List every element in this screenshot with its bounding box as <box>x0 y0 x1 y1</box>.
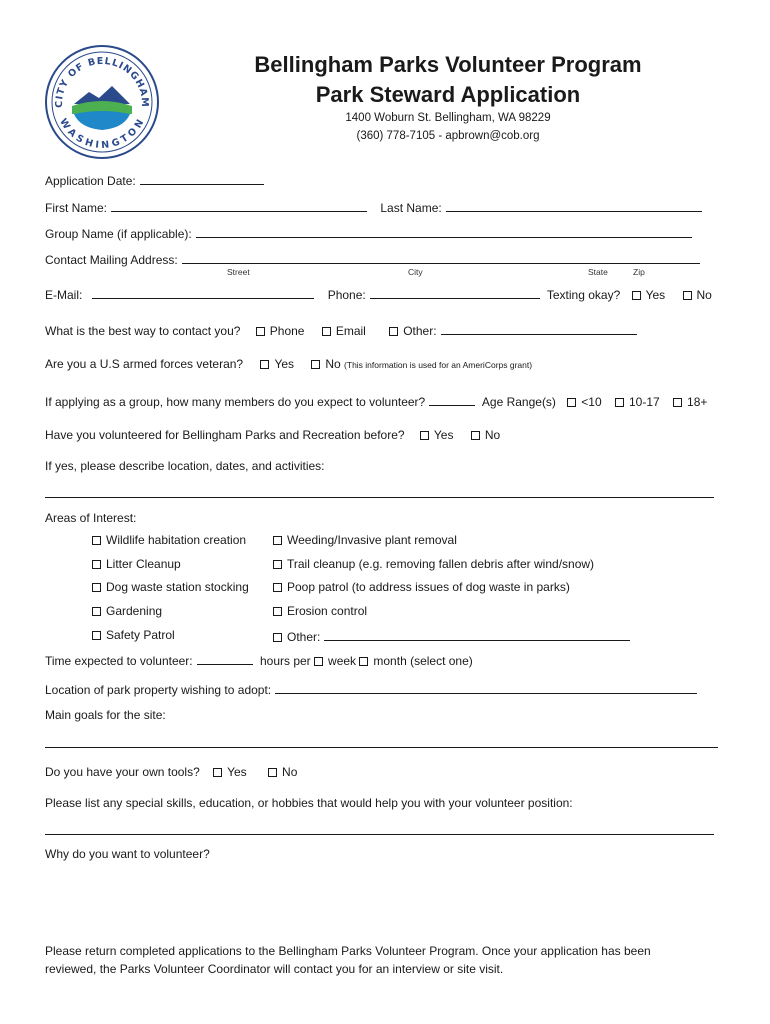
checkbox-icon[interactable] <box>256 327 265 336</box>
contact-line: (360) 778-7105 - apbrown@cob.org <box>356 130 540 142</box>
tools-question: Do you have your own tools? <box>45 765 200 779</box>
group-members-row <box>45 393 707 409</box>
age-under10-option[interactable]: <10 <box>567 395 601 409</box>
checkbox-icon[interactable] <box>389 327 398 336</box>
email-label: E-Mail: <box>45 288 83 302</box>
checkbox-icon[interactable] <box>311 360 320 369</box>
phone-field[interactable] <box>370 286 540 299</box>
checkbox-icon[interactable] <box>92 583 101 592</box>
addr-state-label: State <box>588 267 608 277</box>
prior-volunteer-question: Have you volunteered for Bellingham Parks and Recreation before? <box>45 428 405 442</box>
texting-label: Texting okay? <box>546 288 621 302</box>
checkbox-icon[interactable] <box>471 431 480 440</box>
checkbox-icon[interactable] <box>314 657 323 666</box>
prior-yes-option[interactable]: Yes <box>420 428 454 442</box>
addr-street-label: Street <box>227 267 250 277</box>
addr-city-label: City <box>408 267 423 277</box>
checkbox-icon[interactable] <box>673 398 682 407</box>
age-range-label: Age Range(s) <box>481 395 556 409</box>
interest-wildlife[interactable]: Wildlife habitation creation <box>92 533 246 547</box>
interest-poop-patrol[interactable]: Poop patrol (to address issues of dog waste in parks) <box>273 580 570 594</box>
page-subtitle: Park Steward Application <box>315 82 581 107</box>
prior-no-option[interactable]: No <box>471 428 500 442</box>
time-hours-field[interactable] <box>197 652 253 665</box>
address-line: 1400 Woburn St. Bellingham, WA 98229 <box>345 112 551 124</box>
mailing-address-field[interactable] <box>182 251 700 264</box>
application-date-row <box>45 172 268 188</box>
group-name-field[interactable] <box>196 225 692 238</box>
checkbox-icon[interactable] <box>273 583 282 592</box>
interest-litter[interactable]: Litter Cleanup <box>92 557 181 571</box>
location-row <box>45 681 701 697</box>
hours-per-label: hours per <box>259 654 311 668</box>
contact-other-option[interactable]: Other: <box>389 324 436 338</box>
texting-no-option[interactable]: No <box>683 288 712 302</box>
group-members-field[interactable] <box>429 393 475 406</box>
why-label: Why do you want to volunteer? <box>45 847 210 861</box>
name-row <box>45 199 706 215</box>
checkbox-icon[interactable] <box>92 631 101 640</box>
group-name-row <box>45 225 696 241</box>
first-name-label: First Name: <box>45 201 108 215</box>
checkbox-icon[interactable] <box>683 291 692 300</box>
interest-safety-patrol[interactable]: Safety Patrol <box>92 628 175 642</box>
application-date-label: Application Date: <box>45 174 136 188</box>
first-name-field[interactable] <box>111 199 367 212</box>
interest-other-field[interactable] <box>324 628 630 641</box>
veteran-question: Are you a U.S armed forces veteran? <box>45 357 244 371</box>
why-answer-area[interactable] <box>45 866 715 930</box>
prior-describe-label: If yes, please describe location, dates, and activities: <box>45 459 325 473</box>
contact-way-question: What is the best way to contact you? <box>45 324 241 338</box>
skills-field[interactable] <box>45 834 714 835</box>
location-label: Location of park property wishing to adopt: <box>45 683 272 697</box>
tools-yes-option[interactable]: Yes <box>213 765 247 779</box>
age-10-17-option[interactable]: 10-17 <box>615 395 660 409</box>
time-week-option[interactable]: week <box>314 654 356 668</box>
interest-other[interactable]: Other: <box>273 628 634 644</box>
goals-label: Main goals for the site: <box>45 708 166 722</box>
page-title: Bellingham Parks Volunteer Program <box>254 52 642 77</box>
checkbox-icon[interactable] <box>322 327 331 336</box>
checkbox-icon[interactable] <box>359 657 368 666</box>
interest-weeding[interactable]: Weeding/Invasive plant removal <box>273 533 457 547</box>
last-name-field[interactable] <box>446 199 702 212</box>
svg-text:WASHINGTON: WASHINGTON <box>57 116 147 152</box>
location-field[interactable] <box>275 681 697 694</box>
time-row <box>45 652 473 668</box>
contact-phone-option[interactable]: Phone <box>256 324 305 338</box>
last-name-label: Last Name: <box>380 201 442 215</box>
skills-label: Please list any special skills, education, or hobbies that would help you with your volunteer position: <box>45 796 573 810</box>
checkbox-icon[interactable] <box>273 607 282 616</box>
veteran-yes-option[interactable]: Yes <box>260 357 294 371</box>
interest-dog-waste-station[interactable]: Dog waste station stocking <box>92 580 249 594</box>
checkbox-icon[interactable] <box>567 398 576 407</box>
checkbox-icon[interactable] <box>92 536 101 545</box>
email-field[interactable] <box>92 286 314 299</box>
checkbox-icon[interactable] <box>273 536 282 545</box>
contact-way-row <box>45 322 641 338</box>
interest-gardening[interactable]: Gardening <box>92 604 162 618</box>
veteran-row <box>45 357 532 371</box>
email-phone-row <box>45 286 712 302</box>
veteran-note: (This information is used for an AmeriCorps grant) <box>344 360 533 370</box>
checkbox-icon[interactable] <box>92 607 101 616</box>
mailing-address-row <box>45 251 704 267</box>
addr-zip-label: Zip <box>633 267 645 277</box>
checkbox-icon[interactable] <box>273 560 282 569</box>
veteran-no-option[interactable]: No <box>311 357 340 371</box>
checkbox-icon[interactable] <box>273 633 282 642</box>
phone-label: Phone: <box>327 288 366 302</box>
city-seal-icon <box>44 44 160 160</box>
checkbox-icon[interactable] <box>632 291 641 300</box>
checkbox-icon[interactable] <box>260 360 269 369</box>
contact-email-option[interactable]: Email <box>322 324 366 338</box>
texting-yes-option[interactable]: Yes <box>632 288 666 302</box>
interest-trail-cleanup[interactable]: Trail cleanup (e.g. removing fallen debris after wind/snow) <box>273 557 594 571</box>
checkbox-icon[interactable] <box>213 768 222 777</box>
footer-line-2: reviewed, the Parks Volunteer Coordinator will contact you for an interview or site visit. <box>45 962 504 976</box>
tools-row <box>45 765 297 779</box>
prior-volunteer-row <box>45 428 500 442</box>
goals-field[interactable] <box>45 747 718 748</box>
application-date-field[interactable] <box>140 172 264 185</box>
time-label: Time expected to volunteer: <box>45 654 193 668</box>
tools-no-option[interactable]: No <box>268 765 297 779</box>
mailing-address-label: Contact Mailing Address: <box>45 253 178 267</box>
interests-label: Areas of Interest: <box>45 511 137 525</box>
checkbox-icon[interactable] <box>268 768 277 777</box>
interest-erosion[interactable]: Erosion control <box>273 604 367 618</box>
city-logo <box>44 44 160 160</box>
checkbox-icon[interactable] <box>92 560 101 569</box>
age-18plus-option[interactable]: 18+ <box>673 395 707 409</box>
time-month-option[interactable]: month (select one) <box>359 654 472 668</box>
contact-other-field[interactable] <box>441 322 637 335</box>
checkbox-icon[interactable] <box>420 431 429 440</box>
checkbox-icon[interactable] <box>615 398 624 407</box>
group-name-label: Group Name (if applicable): <box>45 227 192 241</box>
group-members-question: If applying as a group, how many members do you expect to volunteer? <box>45 395 426 409</box>
prior-describe-field[interactable] <box>45 497 714 498</box>
footer-line-1: Please return completed applications to the Bellingham Parks Volunteer Program. Once your application has been <box>45 944 651 958</box>
svg-text:CITY OF BELLINGHAM: CITY OF BELLINGHAM <box>53 55 151 108</box>
